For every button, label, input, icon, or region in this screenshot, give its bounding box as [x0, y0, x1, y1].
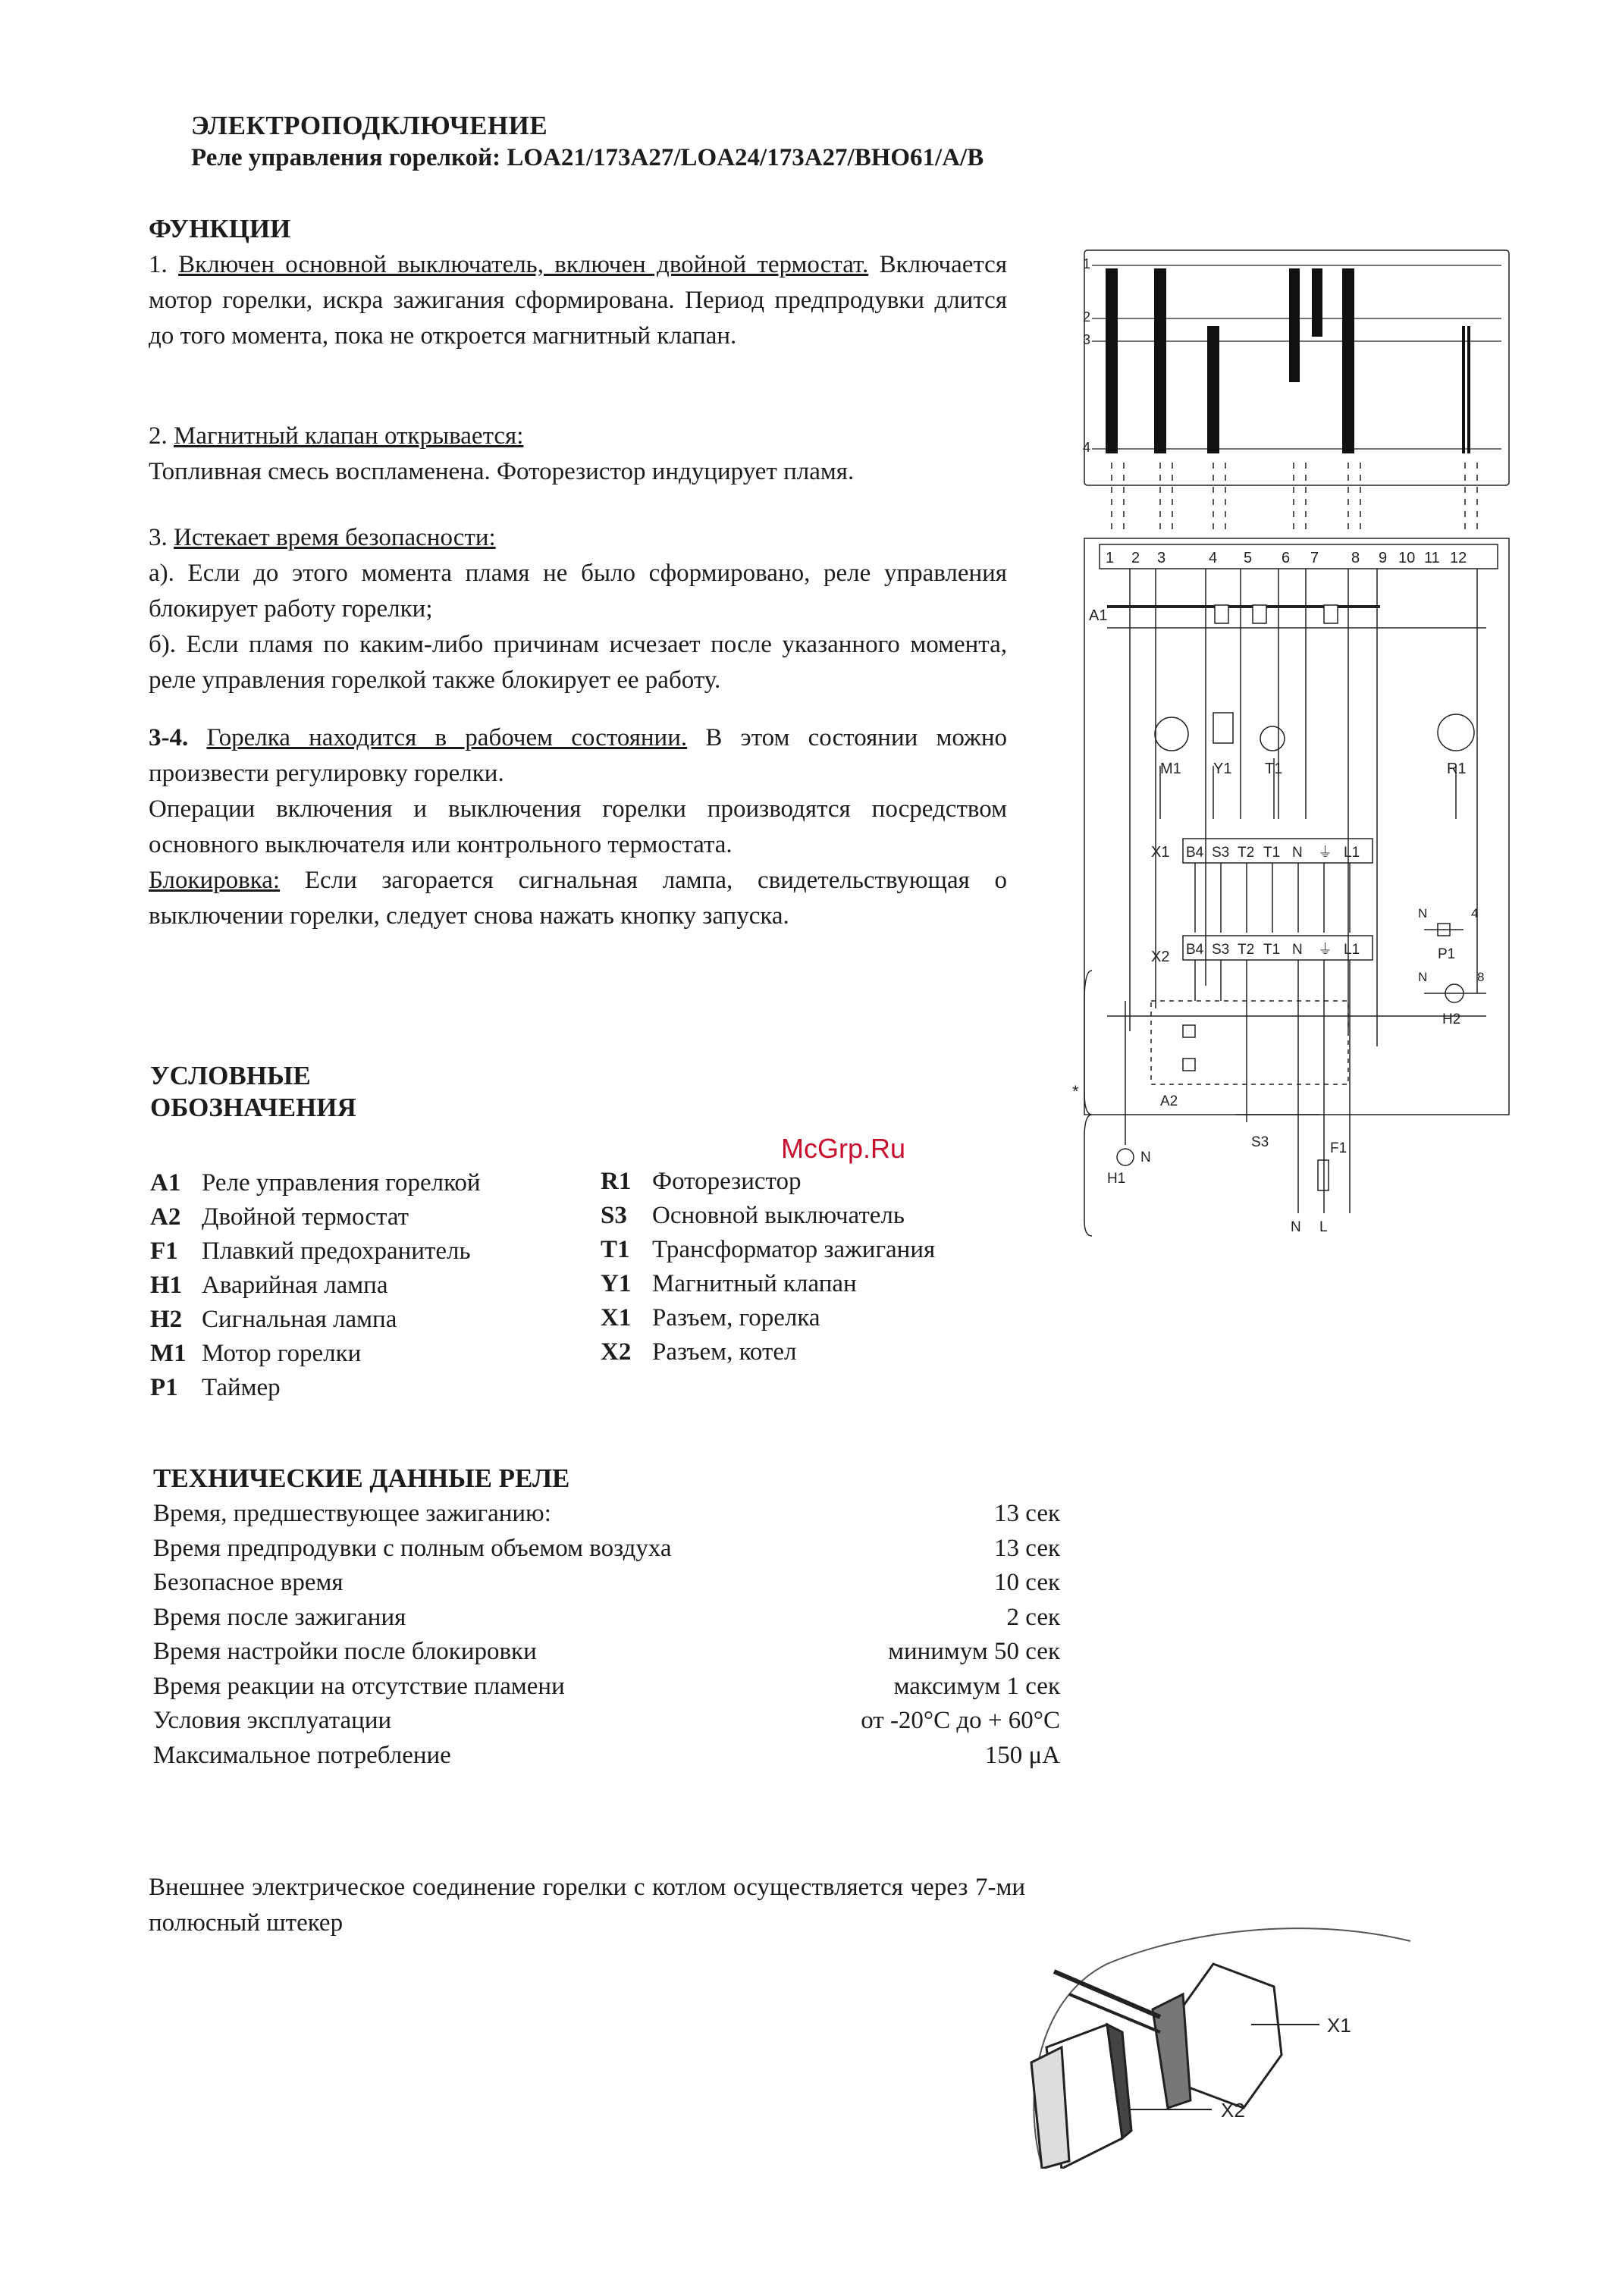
- terminal-7: 7: [1310, 550, 1319, 566]
- tech-row: Условия эксплуатации от -20°C до + 60°C: [153, 1707, 1060, 1734]
- legend-item: P1 Таймер: [150, 1374, 281, 1401]
- svg-text:T1: T1: [1263, 845, 1281, 861]
- motor-m1-symbol: [1155, 717, 1188, 751]
- svg-text:S3: S3: [1212, 845, 1230, 861]
- legend-heading: [150, 1060, 356, 1124]
- timing-bars: [1106, 268, 1470, 453]
- legend-item: R1 Фоторезистор: [601, 1168, 802, 1195]
- functions-section-34: [149, 720, 1007, 934]
- s34-number: 3-4.: [149, 724, 189, 751]
- tech-row: Время, предшествующее зажиганию: 13 сек: [153, 1500, 1060, 1527]
- terminal-3: 3: [1157, 550, 1166, 566]
- footer-text: Внешнее электрическое соединение горелки с котлом осуществляется через 7-ми полюсный штекер: [149, 1874, 1025, 1937]
- legend-item: X1 Разъем, горелка: [601, 1304, 820, 1331]
- bracket: [1084, 971, 1092, 1115]
- relay-a1-frame: [1084, 538, 1509, 1115]
- timing-bar: [1467, 326, 1470, 453]
- internal-wiring: [1107, 569, 1486, 1046]
- terminal-6: 6: [1282, 550, 1291, 566]
- s2-title: Магнитный клапан открывается:: [174, 422, 524, 450]
- legend-item: H1 Аварийная лампа: [150, 1272, 388, 1299]
- h1-n-label: N: [1140, 1150, 1151, 1165]
- timing-row-4: 4: [1083, 440, 1091, 455]
- s2-text: Топливная смесь воспламенена. Фоторезистор индуцирует пламя.: [149, 458, 855, 485]
- thermostat-a2-frame: [1151, 1001, 1348, 1084]
- terminal-numbers: [1106, 550, 1467, 566]
- n-terminal-label: N: [1291, 1219, 1301, 1235]
- s1-title: Включен основной выключатель, включен двойной термостат.: [178, 251, 869, 278]
- lamp-h1-symbol: [1117, 1149, 1134, 1165]
- legend-item: M1 Мотор горелки: [150, 1340, 362, 1367]
- timing-bar: [1207, 326, 1219, 453]
- external-wiring: [1084, 960, 1350, 1236]
- timing-bar: [1289, 268, 1300, 382]
- tech-row: Безопасное время 10 сек: [153, 1569, 1060, 1596]
- timing-bar: [1154, 268, 1166, 453]
- legend-item: H2 Сигнальная лампа: [150, 1306, 397, 1333]
- tech-table: [153, 1497, 1060, 1773]
- terminal-2: 2: [1131, 550, 1140, 566]
- dashed-drops: [1112, 463, 1477, 535]
- terminal-11: 11: [1424, 550, 1440, 566]
- tech-heading: ТЕХНИЧЕСКИЕ ДАННЫЕ РЕЛЕ: [153, 1463, 570, 1493]
- legend-item: A1 Реле управления горелкой: [150, 1169, 481, 1197]
- x2-label: X2: [1151, 949, 1170, 965]
- y1-label: Y1: [1213, 761, 1232, 777]
- timing-bar: [1462, 326, 1465, 453]
- l-terminal-label: L: [1319, 1219, 1328, 1235]
- p1-label: P1: [1438, 946, 1456, 962]
- transformer-t1-symbol: [1260, 726, 1285, 751]
- s3-text-b: б). Если пламя по каким-либо причинам исчезает после указанного момента, реле управления горелкой также блокирует ее работу.: [149, 631, 1007, 694]
- h1-label: H1: [1107, 1171, 1126, 1187]
- h2-label: H2: [1442, 1012, 1461, 1027]
- legend-heading-line2: ОБОЗНАЧЕНИЯ: [150, 1093, 356, 1122]
- svg-text:T1: T1: [1263, 942, 1281, 958]
- block-text: Если загорается сигнальная лампа, свидетельствующая о выключении горелки, следует снова нажать кнопку запуска.: [149, 867, 1008, 930]
- m1-label: M1: [1160, 761, 1181, 777]
- svg-text:⏚: ⏚: [1318, 845, 1333, 861]
- terminal-1: 1: [1106, 550, 1115, 566]
- f1-label: F1: [1330, 1140, 1347, 1156]
- svg-text:N: N: [1292, 845, 1303, 861]
- terminal-10: 10: [1398, 550, 1416, 566]
- x1-label: X1: [1151, 844, 1170, 861]
- plug-x2-label: X2: [1221, 2099, 1245, 2122]
- terminal-8: 8: [1351, 550, 1360, 566]
- watermark: McGrp.Ru: [781, 1133, 906, 1164]
- p1-n-label: N: [1418, 906, 1428, 921]
- components: [1155, 713, 1474, 751]
- p1-4-label: 4: [1471, 906, 1479, 921]
- functions-section-3: [149, 520, 1007, 698]
- svg-text:B4: B4: [1186, 942, 1204, 958]
- timing-bar: [1342, 268, 1354, 453]
- tech-row: Время предпродувки с полным объемом воздуха 13 сек: [153, 1534, 1060, 1562]
- timing-row-1: 1: [1083, 256, 1091, 271]
- plug-connectors: [1195, 863, 1350, 933]
- s34-title: Горелка находится в рабочем состоянии.: [206, 724, 688, 751]
- timing-row-3: 3: [1083, 332, 1091, 347]
- s34-text-1: В этом состоянии можно произвести регулировку горелки.: [149, 724, 1007, 787]
- tech-row: Максимальное потребление 150 μA: [153, 1741, 1060, 1769]
- s3-label: S3: [1251, 1134, 1269, 1150]
- a1-label: A1: [1089, 607, 1108, 624]
- s3-number: 3.: [149, 524, 168, 551]
- s1-text: Включается мотор горелки, искра зажигания сформирована. Период предпродувки длится до того момента, пока не откроется магнитный клапан.: [149, 251, 1008, 350]
- svg-text:L1: L1: [1344, 845, 1360, 861]
- plug-x1-label: X1: [1327, 2014, 1351, 2037]
- page-subtitle: Реле управления горелкой: LOA21/173A27/LOA24/173A27/BHO61/A/B: [191, 144, 984, 171]
- svg-text:T2: T2: [1238, 942, 1255, 958]
- terminal-4: 4: [1209, 550, 1218, 566]
- t1-label: T1: [1265, 761, 1283, 777]
- legend-left-list: [150, 1166, 481, 1405]
- wiring-diagram: [1062, 243, 1517, 1244]
- bracket-star: *: [1072, 1082, 1079, 1101]
- page-title: ЭЛЕКТРОПОДКЛЮЧЕНИЕ: [191, 111, 548, 140]
- s3-text-a: а). Если до этого момента пламя не было сформировано, реле управления блокирует работу горелки;: [149, 560, 1007, 623]
- terminal-5: 5: [1244, 550, 1253, 566]
- functions-section-1: [149, 247, 1007, 354]
- svg-text:T2: T2: [1238, 845, 1255, 861]
- x1-pins: [1186, 845, 1360, 861]
- plug-illustration: [1016, 1911, 1517, 2169]
- legend-heading-line1: УСЛОВНЫЕ: [150, 1061, 311, 1090]
- a2-label: A2: [1160, 1093, 1178, 1109]
- timing-bar: [1312, 268, 1322, 337]
- legend-right-list: [601, 1165, 935, 1369]
- photoresistor-r1-symbol: [1438, 714, 1474, 751]
- svg-text:N: N: [1292, 942, 1303, 958]
- block-label: Блокировка:: [149, 867, 281, 894]
- s34-text-2: Операции включения и выключения горелки производятся посредством основного выключателя или контрольного термостата.: [149, 795, 1007, 858]
- plug-x2-shape: [1031, 2025, 1131, 2169]
- h2-n-label: N: [1418, 970, 1428, 984]
- legend-item: Y1 Магнитный клапан: [601, 1270, 857, 1297]
- svg-text:L1: L1: [1344, 942, 1360, 958]
- functions-section-2: [149, 419, 1007, 490]
- r1-label: R1: [1447, 761, 1467, 777]
- s1-number: 1.: [149, 251, 168, 278]
- h2-8-label: 8: [1477, 970, 1485, 984]
- legend-item: T1 Трансформатор зажигания: [601, 1236, 936, 1263]
- tech-row: Время после зажигания 2 сек: [153, 1603, 1060, 1631]
- legend-item: F1 Плавкий предохранитель: [150, 1237, 471, 1265]
- svg-text:B4: B4: [1186, 845, 1204, 861]
- fuse-f1-symbol: [1318, 1160, 1329, 1190]
- terminal-12: 12: [1450, 550, 1467, 566]
- svg-text:⏚: ⏚: [1318, 942, 1333, 958]
- legend-item: S3 Основной выключатель: [601, 1202, 905, 1229]
- terminal-9: 9: [1379, 550, 1388, 566]
- tech-row: Время настройки после блокировки минимум 50 сек: [153, 1638, 1060, 1665]
- legend-item: A2 Двойной термостат: [150, 1203, 409, 1231]
- timing-row-2: 2: [1083, 309, 1091, 325]
- s2-number: 2.: [149, 422, 168, 450]
- legend-item: X2 Разъем, котел: [601, 1338, 797, 1366]
- s3-title: Истекает время безопасности:: [174, 524, 496, 551]
- x2-pins: [1186, 942, 1360, 958]
- timing-bar: [1106, 268, 1118, 453]
- functions-heading: ФУНКЦИИ: [149, 214, 291, 243]
- tech-row: Время реакции на отсутствие пламени максимум 1 сек: [153, 1672, 1060, 1700]
- svg-text:S3: S3: [1212, 942, 1230, 958]
- valve-y1-symbol: [1213, 713, 1233, 743]
